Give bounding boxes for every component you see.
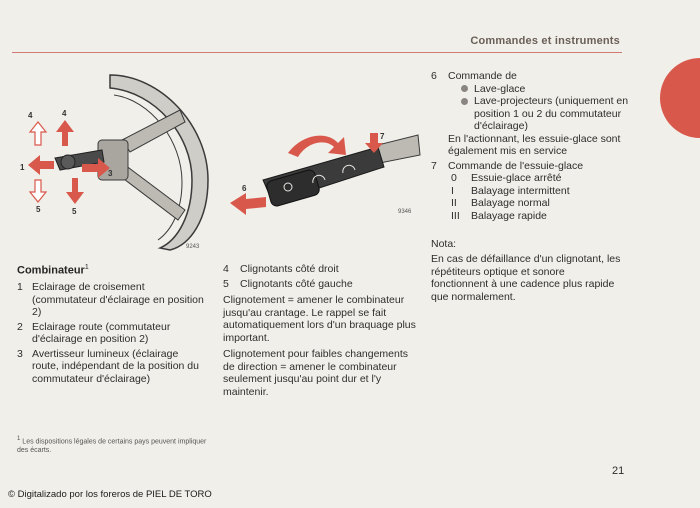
bullet-icon — [461, 98, 468, 105]
fig1-code: 9243 — [186, 244, 200, 250]
footnote-number: 1 — [17, 436, 21, 442]
item-text: Clignotants côté droit — [240, 263, 339, 275]
arrow-1-left — [28, 155, 54, 175]
commande-6-title: Commande de — [448, 70, 517, 82]
mode-number: II — [451, 197, 457, 209]
fig1-label-4a: 4 — [28, 111, 33, 120]
commande-6-text: En l'actionnant, les essuie-glace sont également mis en service — [448, 132, 621, 157]
faibles-changements-paragraph: Clignotement pour faibles changements de direction = amener le combinateur seulement jusqu'au point dur et l'y maintenir. — [223, 348, 409, 398]
list-item — [223, 263, 418, 276]
mode-text: Balayage normal — [471, 197, 550, 209]
combinateur-title-sup: 1 — [84, 264, 89, 271]
combinateur-title-text: Combinateur — [17, 264, 85, 277]
fig2-label-7: 7 — [380, 132, 385, 141]
arrow-5-outline-down — [30, 180, 46, 202]
fig1-label-5a: 5 — [36, 205, 41, 214]
mode-number: III — [451, 209, 460, 222]
fig1-label-3: 3 — [108, 169, 113, 178]
mode-text: Balayage rapide — [471, 209, 547, 222]
commande-6 — [431, 70, 631, 83]
header-rule — [12, 52, 622, 53]
wiper-mode — [431, 172, 631, 185]
wiper-mode — [431, 197, 631, 210]
bullet-lave-glace — [444, 83, 631, 96]
arrow-5-solid-down — [66, 178, 84, 204]
commande-7-title: Commande de l'essuie-glace — [448, 159, 584, 172]
wiper-stalk-figure — [228, 125, 423, 230]
mode-number: I — [451, 184, 454, 197]
combination-switch-illustration — [10, 70, 210, 255]
bullet-lave-projecteurs — [444, 95, 631, 133]
rotate-arrow — [288, 136, 346, 157]
bullet-text: Lave-projecteurs (uniquement en position 1 ou 2 du commutateur d'éclairage) — [474, 95, 629, 132]
fig2-code: 9346 — [398, 209, 412, 215]
fig1-label-5b: 5 — [72, 207, 77, 216]
item-text: Eclairage route (commutateur d'éclairage en position 2) — [32, 320, 171, 345]
wiper-mode — [431, 185, 631, 198]
wiper-mode — [431, 210, 631, 223]
item-number: 6 — [431, 70, 437, 82]
footnote — [17, 435, 207, 455]
arrow-6-push — [230, 193, 266, 215]
item-number: 2 — [17, 320, 23, 333]
section-header: Commandes et instruments — [470, 35, 620, 47]
combinateur-list — [17, 281, 207, 387]
commande-7 — [431, 160, 631, 173]
mode-text: Essuie-glace arrêté — [471, 172, 562, 184]
bullet-text: Lave-glace — [474, 82, 526, 95]
nota-label: Nota: — [431, 238, 457, 250]
page-number: 21 — [612, 465, 625, 477]
combinateur-title — [17, 264, 89, 277]
chapter-tab — [660, 58, 700, 138]
mode-number: 0 — [451, 172, 457, 184]
list-item — [17, 321, 207, 346]
item-number: 5 — [223, 277, 229, 290]
combination-switch-figure — [10, 70, 210, 255]
fig1-label-1: 1 — [20, 163, 25, 172]
clignotants-section — [223, 263, 418, 402]
clignotants-list — [223, 263, 418, 290]
footnote-text: Les dispositions légales de certains pays peuvent impliquer des écarts. — [17, 438, 207, 455]
arrow-4-outline-up — [30, 122, 46, 145]
wiper-stalk-illustration — [228, 125, 423, 230]
list-item — [223, 278, 418, 291]
nota-text: En cas de défaillance d'un clignotant, les répétiteurs optique et sonore fonctionnent à une cadence plus rapide que normalement. — [431, 253, 621, 303]
fig1-label-4b: 4 — [62, 109, 67, 118]
commandes-section — [431, 70, 631, 222]
clignotement-paragraph: Clignotement = amener le combinateur jusqu'au crantage. Le rappel se fait automatiquement lors d'un braquage plus important. — [223, 294, 416, 344]
copyright-notice: © Digitalizado por los foreros de PIEL DE TORO — [8, 489, 212, 500]
item-number: 1 — [17, 281, 23, 293]
item-text: Clignotants côté gauche — [240, 277, 353, 290]
list-item — [17, 281, 207, 319]
item-text: Avertisseur lumineux (éclairage route, indépendant de la position du commutateur d'éclairage) — [32, 347, 199, 385]
item-number: 3 — [17, 347, 23, 360]
list-item — [17, 348, 207, 386]
bullet-icon — [461, 85, 468, 92]
item-number: 4 — [223, 263, 229, 275]
item-number: 7 — [431, 159, 437, 172]
arrow-4-solid-up — [56, 120, 74, 146]
mode-text: Balayage intermittent — [471, 184, 570, 197]
fig2-label-6: 6 — [242, 184, 247, 193]
item-text: Eclairage de croisement (commutateur d'éclairage en position 2) — [32, 281, 204, 318]
